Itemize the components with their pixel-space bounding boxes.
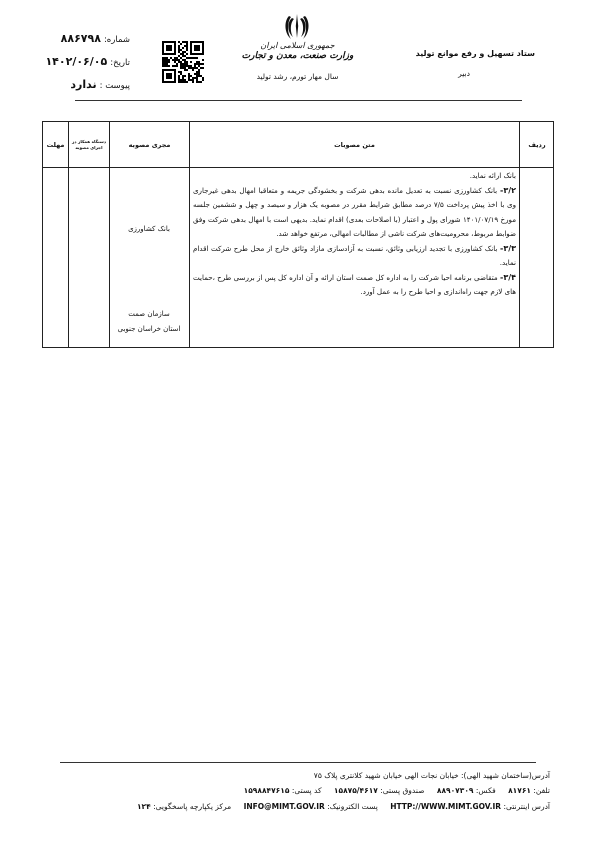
header-cooperating-body: دستگاه همکار در اجرای مصوبه [71,138,107,150]
year-slogan: سال مهار تورم، رشد تولید [256,72,339,81]
footer-contacts: تلفن: ۸۱۷۶۱ فکس: ۸۸۹۰۷۳۰۹ صندوق پستی: ۱۵۸۷۵/۴۶۱۷ کد پستی: ۱۵۹۸۸۴۷۶۱۵ [243,786,550,795]
approval-paragraph: ۳/۴- متقاضی برنامه احیا شرکت را به اداره کل صمت استان ارائه و آن اداره کل پس از بررسی طرح ،حمایت های لازم جهت راه‌اندازی و احیا طرح را به عمل آورد. [193,272,516,296]
footer-divider [60,762,536,763]
iran-emblem-icon [283,12,311,42]
website-link[interactable]: HTTP://WWW.MIMT.GOV.IR [390,802,502,811]
approval-paragraph: بانک ارائه نماید. [469,171,516,180]
executor-agricultural-bank: بانک کشاورزی [128,225,170,233]
letter-date: تاریخ:۱۴۰۲/۰۶/۰۵ [45,55,130,68]
header-divider [75,100,522,101]
email-link[interactable]: INFO@MIMT.GOV.IR [243,802,325,811]
header-deadline: مهلت [46,140,65,149]
ministry-name: جمهوری اسلامی ایران وزارت صنعت، معدن و تجارت [241,41,354,61]
table-header-divider [43,167,553,168]
qr-code-icon [162,41,204,83]
letter-meta [40,28,130,97]
footer-address: آدرس(ساختمان شهید الهی): خیابان نجات الهی خیابان شهید کلانتری پلاک ۷۵ [313,771,550,780]
footer-web: آدرس اینترنتی: HTTP://WWW.MIMT.GOV.IR پست الکترونیک: INFO@MIMT.GOV.IR مرکز یکپارچه پاسخگویی: ۱۲۴ [136,802,550,811]
header-row-number: ردیف [528,140,546,149]
header-executor: مجری مصوبه [128,140,171,149]
executor-province: استان خراسان جنوبی [117,325,181,333]
letter-number: شماره:۸۸۶۷۹۸ [60,32,130,45]
header-approvals-text: متن مصوبات [334,140,375,149]
hq-role: دبیر [458,69,470,78]
resolutions-table [42,121,554,348]
hq-title: ستاد تسهیل و رفع موانع تولید [415,49,535,58]
approvals-text [193,169,516,300]
letter-attachment: پیوست :ندارد [70,78,130,91]
executor-smt-organization: سازمان صمت [128,310,170,318]
approval-paragraph: ۳/۳- بانک کشاورزی با تجدید ارزیابی وثائق، نسبت به آزادسازی مازاد وثائق خارج از محل طرح شرکت اقدام نماید. [193,243,516,267]
approval-paragraph: ۳/۲- بانک کشاورزی نسبت به تعدیل مانده بدهی شرکت و بخشودگی جریمه و متعاقبا امهال بدهی غیرجاری وی با اخذ پیش پرداخت ۷/۵ درصد مطابق شرایط مقرر در مصوبه یک هزار و سیصد و چهل و ششمین جلسه مورخ ۱۴۰۱/۰۷/۱۹ شورای پول و اعتبار (با اصلاحات بعدی) اقدام نماید. بدیهی است با امهال بدهی شرکت وفق ضوابط مربوط، محرومیت‌های شرکت ناشی از مطالبات امهالی، مرتفع خواهد شد. [193,185,517,238]
